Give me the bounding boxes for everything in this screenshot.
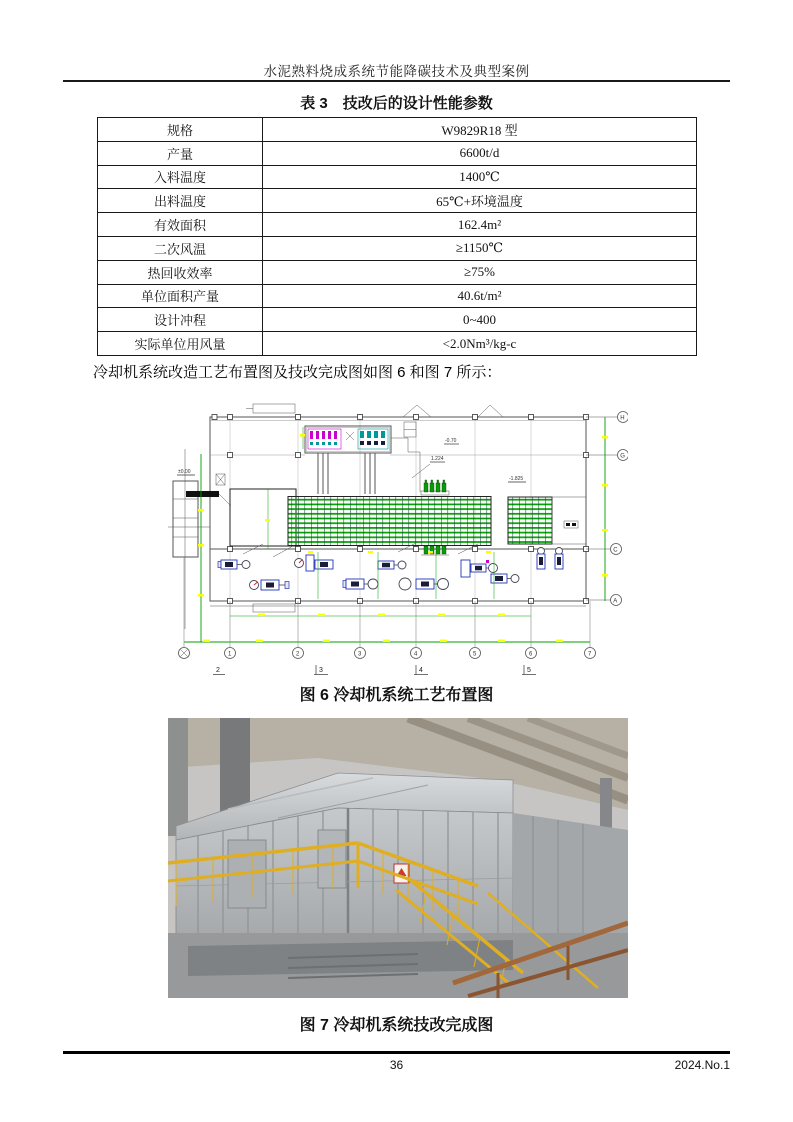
row-label: 出料温度 — [98, 189, 263, 213]
axis-label: 2 — [296, 651, 300, 658]
elevation-label: 1.224 — [431, 456, 444, 462]
elevation-label: ±0.00 — [178, 469, 191, 475]
row-value: W9829R18 型 — [263, 118, 697, 142]
row-value: 1400℃ — [263, 165, 697, 189]
row-label: 设计冲程 — [98, 308, 263, 332]
table-row — [98, 189, 697, 213]
table-row — [98, 308, 697, 332]
table-row — [98, 332, 697, 356]
col-axes — [179, 557, 596, 659]
row-label: 热回收效率 — [98, 260, 263, 284]
page-header-title: 水泥熟料烧成系统节能降碳技术及典型案例 — [263, 64, 530, 79]
row-value: 40.6t/m² — [263, 284, 697, 308]
section-mark: 2 — [216, 667, 220, 674]
row-label: 入料温度 — [98, 165, 263, 189]
row-value: 6600t/d — [263, 141, 697, 165]
table-row — [98, 213, 697, 237]
table-row — [98, 260, 697, 284]
section-mark: 5 — [527, 667, 531, 674]
row-label: 单位面积产量 — [98, 284, 263, 308]
left-room — [230, 489, 296, 546]
axis-label: A — [613, 598, 618, 605]
row-value: <2.0Nm³/kg-c — [263, 332, 697, 356]
figure7-photo — [168, 718, 628, 998]
row-value: ≥1150℃ — [263, 236, 697, 260]
axis-label: 6 — [529, 651, 533, 658]
footer-page-number: 36 — [389, 1058, 404, 1072]
cad-drawing-svg — [168, 394, 628, 678]
row-label: 有效面积 — [98, 213, 263, 237]
row-value: 0~400 — [263, 308, 697, 332]
row-label: 产量 — [98, 141, 263, 165]
table-row — [98, 118, 697, 142]
row-value: ≥75% — [263, 260, 697, 284]
row-label: 二次风温 — [98, 236, 263, 260]
row-label: 规格 — [98, 118, 263, 142]
elevation-labels — [177, 438, 526, 482]
photo-svg — [168, 718, 628, 998]
axis-label: 7 — [588, 651, 592, 658]
axis-label: C — [613, 547, 618, 554]
control-room — [305, 422, 420, 494]
table-row — [98, 236, 697, 260]
section-mark: 3 — [319, 667, 323, 674]
axis-label: 1 — [228, 651, 232, 658]
row-value: 65℃+环境温度 — [263, 189, 697, 213]
section-marks — [213, 665, 536, 675]
photo-platform — [168, 933, 628, 998]
axis-label: 3 — [358, 651, 362, 658]
footer-issue-label: 2024.No.1 — [674, 1058, 730, 1072]
left-structure — [168, 449, 225, 629]
table-row — [98, 284, 697, 308]
spec-table — [97, 117, 697, 356]
axis-label: G — [620, 453, 625, 460]
figure6-drawing — [168, 394, 628, 678]
footer-rule — [63, 1051, 730, 1054]
axis-label: 4 — [414, 651, 418, 658]
table3-title: 表 3 技改后的设计性能参数 — [300, 95, 493, 112]
grate-cooler — [288, 497, 586, 546]
elevation-label: -0.70 — [445, 438, 457, 444]
row-label: 实际单位用风量 — [98, 332, 263, 356]
equipment-tag — [186, 491, 231, 506]
elevation-label: -1.825 — [509, 476, 524, 482]
axis-label: 5 — [473, 651, 477, 658]
table-row — [98, 165, 697, 189]
figure7-caption: 图 7 冷却机系统技改完成图 — [299, 1017, 494, 1034]
figure6-caption: 图 6 冷却机系统工艺布置图 — [299, 687, 494, 704]
axis-label: H — [620, 415, 625, 422]
table-row — [98, 141, 697, 165]
section-mark: 4 — [419, 667, 423, 674]
header-rule — [63, 80, 730, 82]
row-value: 162.4m² — [263, 213, 697, 237]
body-paragraph: 冷却机系统改造工艺布置图及技改完成图如图 6 和图 7 所示： — [93, 364, 502, 381]
